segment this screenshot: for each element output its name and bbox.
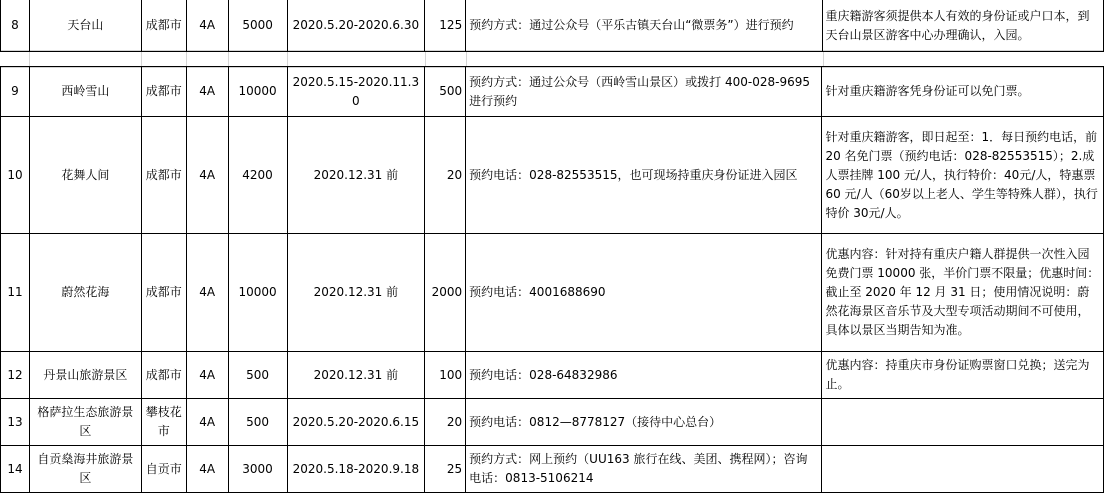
row-number: 14 <box>1 446 30 493</box>
table-row <box>1 399 1104 446</box>
daily-limit: 500 <box>425 67 466 117</box>
booking-method: 预约方式：通过公众号（平乐古镇天台山“微票务”）进行预约 <box>466 0 822 52</box>
row-number: 10 <box>1 117 30 234</box>
ticket-count: 500 <box>228 399 287 446</box>
scenic-name: 西岭雪山 <box>29 67 141 117</box>
row-number: 12 <box>1 352 30 399</box>
scenic-name: 自贡燊海井旅游景区 <box>29 446 141 493</box>
valid-period: 2020.5.15-2020.11.30 <box>287 67 425 117</box>
city: 成都市 <box>141 117 186 234</box>
valid-period: 2020.12.31 前 <box>287 117 425 234</box>
scenic-name: 天台山 <box>29 0 141 52</box>
scenic-name: 格萨拉生态旅游景区 <box>29 399 141 446</box>
table-row <box>1 117 1104 234</box>
level: 4A <box>186 399 228 446</box>
city: 成都市 <box>141 352 186 399</box>
booking-method: 预约方式：网上预约（UU163 旅行在线、美团、携程网）；咨询电话：0813-5106214 <box>466 446 822 493</box>
policy-note <box>822 446 1104 493</box>
valid-period: 2020.12.31 前 <box>287 234 425 352</box>
table-row <box>1 352 1104 399</box>
booking-method: 预约电话：028-82553515，也可现场持重庆身份证进入园区 <box>466 117 822 234</box>
city: 成都市 <box>141 0 186 52</box>
policy-note: 优惠内容：针对持有重庆户籍人群提供一次性入园免费门票 10000 张，半价门票不限量；优惠时间：截止至 2020 年 12 月 31 日；使用情况说明：蔚然花海景区音乐节及大型专项活动期间不可使用，具体以景区当期告知为准。 <box>822 234 1104 352</box>
table-row <box>1 0 1104 52</box>
table-row <box>1 234 1104 352</box>
level: 4A <box>186 67 228 117</box>
valid-period: 2020.12.31 前 <box>287 352 425 399</box>
level: 4A <box>186 446 228 493</box>
daily-limit: 25 <box>425 446 466 493</box>
policy-note: 重庆籍游客须提供本人有效的身份证或户口本，到天台山景区游客中心办理确认，入园。 <box>822 0 1104 52</box>
policy-note: 针对重庆籍游客凭身份证可以免门票。 <box>822 67 1104 117</box>
booking-method: 预约方式：通过公众号（西岭雪山景区）或拨打 400-028-9695 进行预约 <box>466 67 822 117</box>
city: 成都市 <box>141 67 186 117</box>
policy-note: 优惠内容：持重庆市身份证购票窗口兑换；送完为止。 <box>822 352 1104 399</box>
ticket-count: 500 <box>228 352 287 399</box>
scenic-name: 蔚然花海 <box>29 234 141 352</box>
scenic-name: 丹景山旅游景区 <box>29 352 141 399</box>
attractions-table-top <box>0 0 1104 52</box>
row-number: 8 <box>1 0 30 52</box>
level: 4A <box>186 352 228 399</box>
ticket-count: 3000 <box>228 446 287 493</box>
ticket-count: 10000 <box>228 67 287 117</box>
daily-limit: 100 <box>425 352 466 399</box>
city: 成都市 <box>141 234 186 352</box>
booking-method: 预约电话：4001688690 <box>466 234 822 352</box>
booking-method: 预约电话：028-64832986 <box>466 352 822 399</box>
ticket-count: 5000 <box>228 0 287 52</box>
valid-period: 2020.5.18-2020.9.18 <box>287 446 425 493</box>
ticket-count: 10000 <box>228 234 287 352</box>
valid-period: 2020.5.20-2020.6.15 <box>287 399 425 446</box>
city: 自贡市 <box>141 446 186 493</box>
booking-method: 预约电话：0812—8778127（接待中心总台） <box>466 399 822 446</box>
scenic-name: 花舞人间 <box>29 117 141 234</box>
policy-note <box>822 399 1104 446</box>
daily-limit: 20 <box>425 117 466 234</box>
level: 4A <box>186 234 228 352</box>
daily-limit: 125 <box>425 0 466 52</box>
ticket-count: 4200 <box>228 117 287 234</box>
table-row <box>1 67 1104 117</box>
policy-note: 针对重庆籍游客，即日起至：1．每日预约电话，前 20 名免门票（预约电话：028-82553515）；2.成人票挂牌 100 元/人，执行特价：40元/人，特惠票 60 元/人（60岁以上老人、学生等特殊人群），执行特价 30元/人。 <box>822 117 1104 234</box>
table-row <box>1 446 1104 493</box>
valid-period: 2020.5.20-2020.6.30 <box>287 0 425 52</box>
daily-limit: 2000 <box>425 234 466 352</box>
row-number: 9 <box>1 67 30 117</box>
city: 攀枝花市 <box>141 399 186 446</box>
level: 4A <box>186 117 228 234</box>
row-number: 13 <box>1 399 30 446</box>
attractions-table <box>0 66 1104 493</box>
row-number: 11 <box>1 234 30 352</box>
level: 4A <box>186 0 228 52</box>
daily-limit: 20 <box>425 399 466 446</box>
